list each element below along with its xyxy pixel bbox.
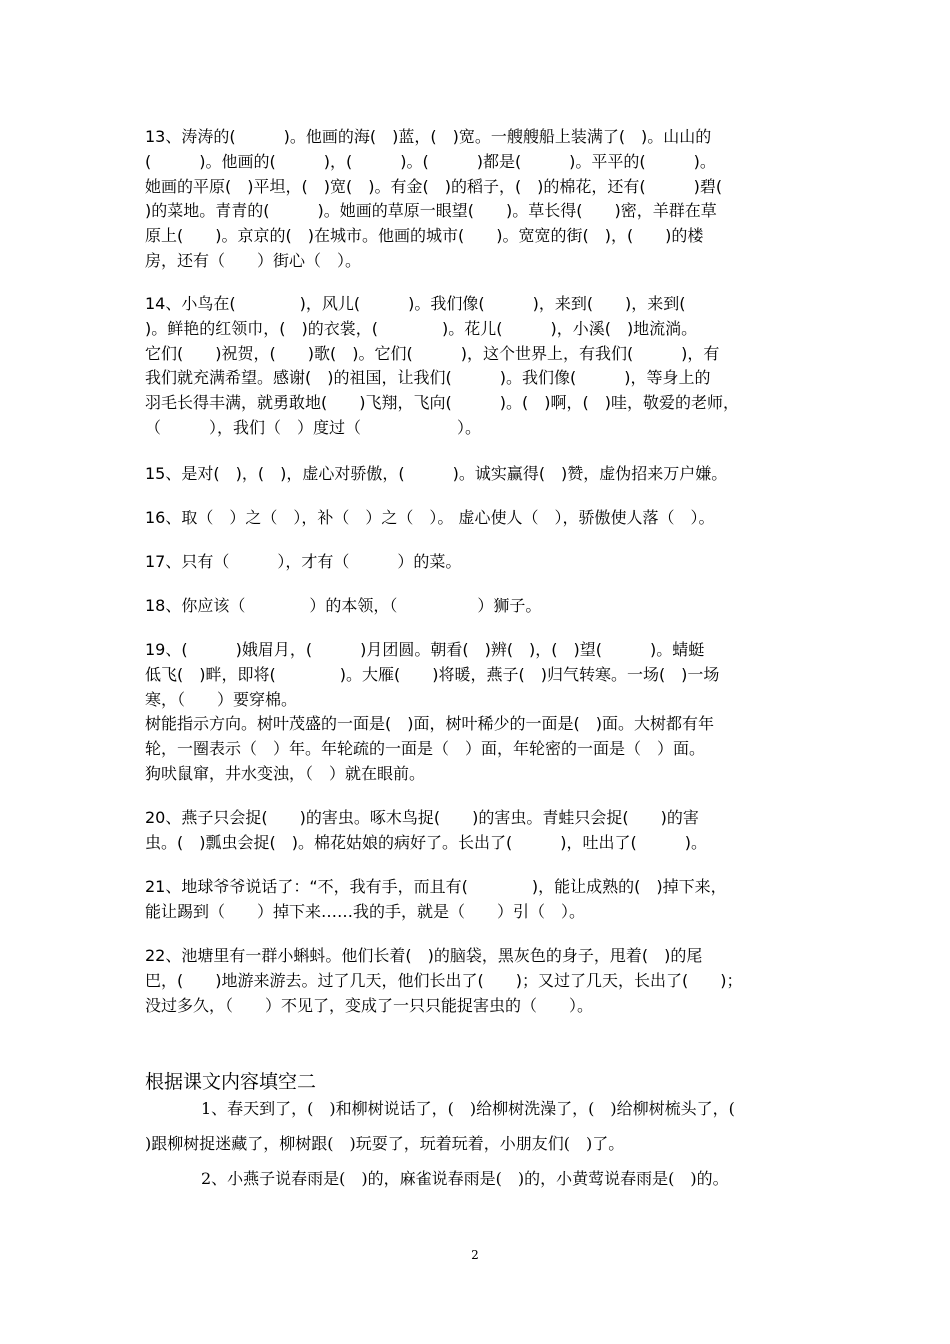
question-14-line: （ ），我们（ ）度过（ ）。 [145,417,482,437]
question-14-line: 14、小鸟在( )，风儿( )。我们像( )，来到( )，来到( [145,294,686,313]
question-15 [145,462,810,487]
section-heading: 根据课文内容填空二 [145,1071,317,1093]
section2-question-2-line: 2、小燕子说春雨是( )的，麻雀说春雨是( )的，小黄莺说春雨是( )的。 [201,1169,729,1188]
page-number: 2 [471,1248,479,1262]
question-13-line: )的菜地。青青的( )。她画的草原一眼望( )。草长得( )密，羊群在草 [145,201,717,221]
question-13-line: 她画的平原( )平坦，( )宽( )。有金( )的稻子，( )的棉花，还有( )碧( [145,176,723,196]
question-22-line: 巴，( )地游来游去。过了几天，他们长出了( )；又过了几天，长出了( )； [145,970,743,990]
question-14-line: )。鲜艳的红领巾，( )的衣裳，( )。花儿( )，小溪( )地流淌。 [145,318,698,338]
question-19-line: 寒，（ ）要穿棉。 [145,689,298,709]
question-14 [145,292,810,441]
question-19-line: 狗吠鼠窜，井水变浊，（ ）就在眼前。 [145,763,426,783]
question-20-line: 20、燕子只会捉( )的害虫。啄木鸟捉( )的害虫。青蛙只会捉( )的害 [145,808,699,827]
question-21-line: 21、地球爷爷说话了：“不，我有手，而且有( )，能让成熟的( )掉下来， [145,877,727,896]
section2-question-1-line: 1、春天到了，( )和柳树说话了，( )给柳树洗澡了，( )给柳树梳头了，( [201,1099,735,1118]
question-13-line: 13、涛涛的( )。他画的海( )蓝，( )宽。一艘艘船上装满了( )。山山的 [145,127,712,146]
question-19-line: 轮，一圈表示（ ）年。年轮疏的一面是（ ）面，年轮密的一面是（ ）面。 [145,739,706,759]
question-21 [145,875,810,925]
question-13 [145,125,810,274]
question-14-line: 我们就充满希望。感谢( )的祖国，让我们( )。我们像( )，等身上的 [145,368,711,388]
question-22-line: 22、池塘里有一群小蝌蚪。他们长着( )的脑袋，黑灰色的身子，甩着( )的尾 [145,946,703,965]
question-14-line: 羽毛长得丰满，就勇敢地( )飞翔，飞向( )。( )啊，( )哇，敬爱的老师， [145,393,739,413]
question-22-line: 没过多久，（ ）不见了，变成了一只只能捉害虫的（ ）。 [145,995,594,1015]
question-13-line: 原上( )。京京的( )在城市。他画的城市( )。宽宽的街( )，( )的楼 [145,226,704,246]
question-15-line: 15、是对( )，( )，虚心对骄傲，( )。诚实赢得( )赞，虚伪招来万户嫌。 [145,464,728,483]
question-22 [145,944,810,1018]
question-19 [145,638,810,787]
question-17 [145,550,810,575]
question-13-line: 房，还有（ ）街心（ ）。 [145,250,362,270]
question-18-line: 18、你应该（ ）的本领，（ ）狮子。 [145,596,542,615]
question-14-line: 它们( )祝贺，( )歌( )。它们( )，这个世界上，有我们( )，有 [145,343,720,363]
section2-question-1-line: )跟柳树捉迷藏了，柳树跟( )玩耍了，玩着玩着，小朋友们( )了。 [145,1134,625,1153]
question-20 [145,806,810,856]
question-19-line: 树能指示方向。树叶茂盛的一面是( )面，树叶稀少的一面是( )面。大树都有年 [145,714,714,734]
question-19-line: 19、( )娥眉月，( )月团圆。朝看( )辨( )，( )望( )。蜻蜓 [145,640,705,659]
question-19-line: 低飞( )畔，即将( )。大雁( )将暖，燕子( )归气转寒。一场( )一场 [145,664,720,684]
question-20-line: 虫。( )瓢虫会捉( )。棉花姑娘的病好了。长出了( )，吐出了( )。 [145,832,707,852]
question-21-line: 能让踢到（ ）掉下来……我的手，就是（ ）引（ ）。 [145,901,586,921]
question-16-line: 16、取（ ）之（ ），补（ ）之（ ）。 虚心使人（ ），骄傲使人落（ ）。 [145,508,715,527]
question-13-line: ( )。他画的( )，( )。( )都是( )。平平的( )。 [145,151,716,171]
question-18 [145,594,810,619]
question-17-line: 17、只有（ ），才有（ ）的菜。 [145,552,462,571]
question-16 [145,506,810,531]
